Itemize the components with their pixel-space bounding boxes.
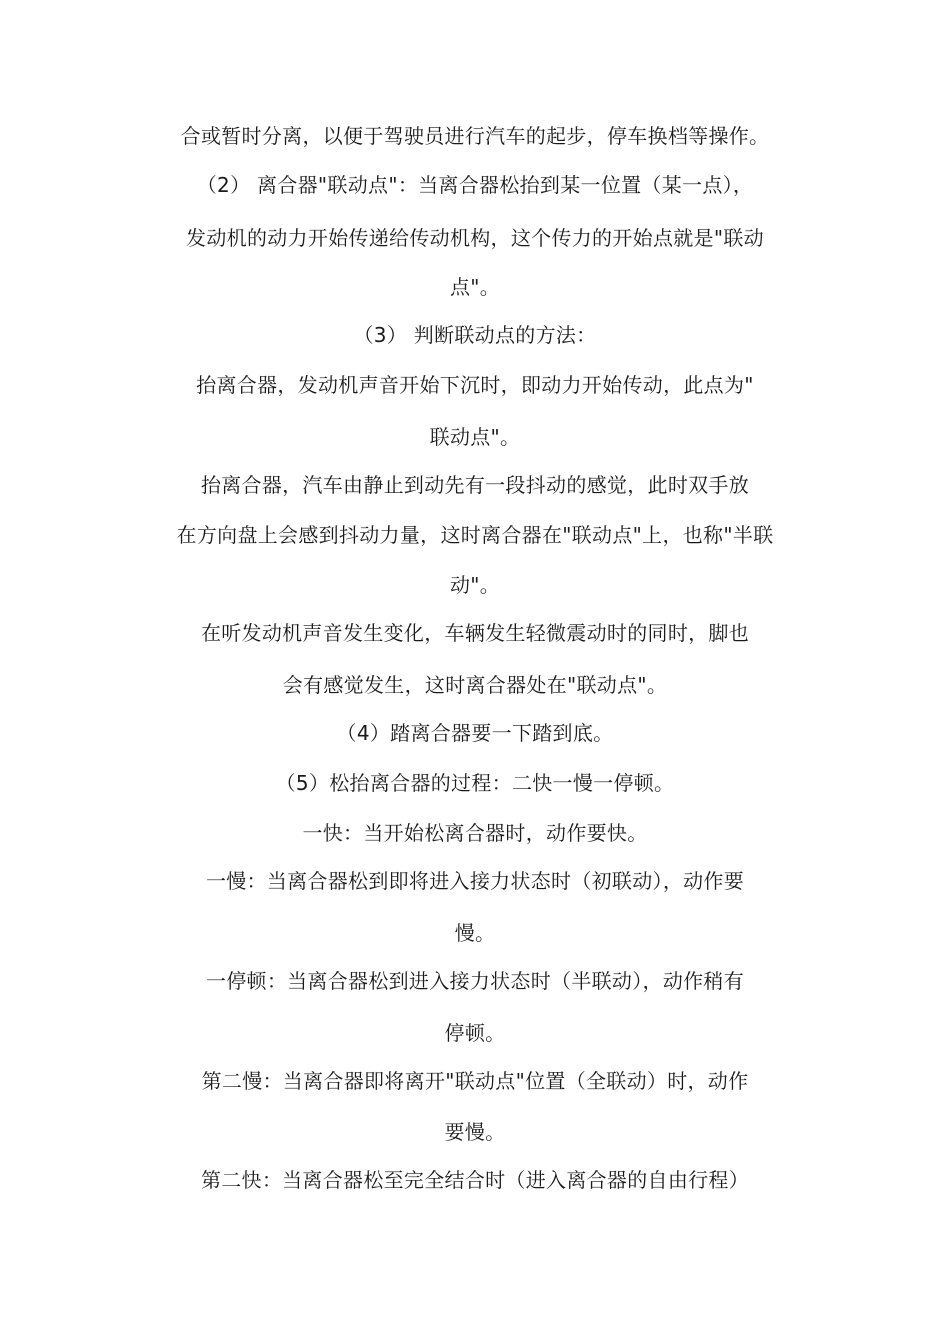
text-line-6: 抬离合器，发动机声音开始下沉时，即动力开始传动，此点为" xyxy=(196,373,754,397)
text-line-9: 在方向盘上会感到抖动力量，这时离合器在"联动点"上，也称"半联 xyxy=(176,523,774,547)
text-line-5: （3） 判断联动点的方法： xyxy=(353,323,597,347)
text-line-19: 停顿。 xyxy=(444,1021,506,1045)
text-line-2: （2） 离合器"联动点"：当离合器松抬到某一位置（某一点）， xyxy=(196,173,754,197)
text-line-3: 发动机的动力开始传递给传动机构，这个传力的开始点就是"联动 xyxy=(186,226,764,250)
text-line-17: 慢。 xyxy=(454,921,496,945)
text-line-4: 点"。 xyxy=(449,275,501,299)
text-line-22: 第二快：当离合器松至完全结合时（进入离合器的自由行程） xyxy=(200,1168,750,1192)
text-line-7: 联动点"。 xyxy=(429,425,521,449)
text-line-15: 一快：当开始松离合器时，动作要快。 xyxy=(302,821,648,845)
text-line-18: 一停顿：当离合器松到进入接力状态时（半联动），动作稍有 xyxy=(205,969,745,993)
text-line-10: 动"。 xyxy=(449,573,501,597)
text-line-16: 一慢：当离合器松到即将进入接力状态时（初联动），动作要 xyxy=(205,869,745,893)
text-line-13: （4）踏离合器要一下踏到底。 xyxy=(336,721,614,745)
text-line-8: 抬离合器，汽车由静止到动先有一段抖动的感觉，此时双手放 xyxy=(200,473,750,497)
text-line-14: （5）松抬离合器的过程：二快一慢一停顿。 xyxy=(275,771,675,795)
text-line-21: 要慢。 xyxy=(444,1120,506,1144)
text-line-11: 在听发动机声音发生变化，车辆发生轻微震动时的同时，脚也 xyxy=(200,621,750,645)
text-line-1: 合或暂时分离，以便于驾驶员进行汽车的起步，停车换档等操作。 xyxy=(180,124,770,148)
text-line-12: 会有感觉发生，这时离合器处在"联动点"。 xyxy=(282,673,668,697)
text-line-20: 第二慢：当离合器即将离开"联动点"位置（全联动）时，动作 xyxy=(201,1069,749,1093)
